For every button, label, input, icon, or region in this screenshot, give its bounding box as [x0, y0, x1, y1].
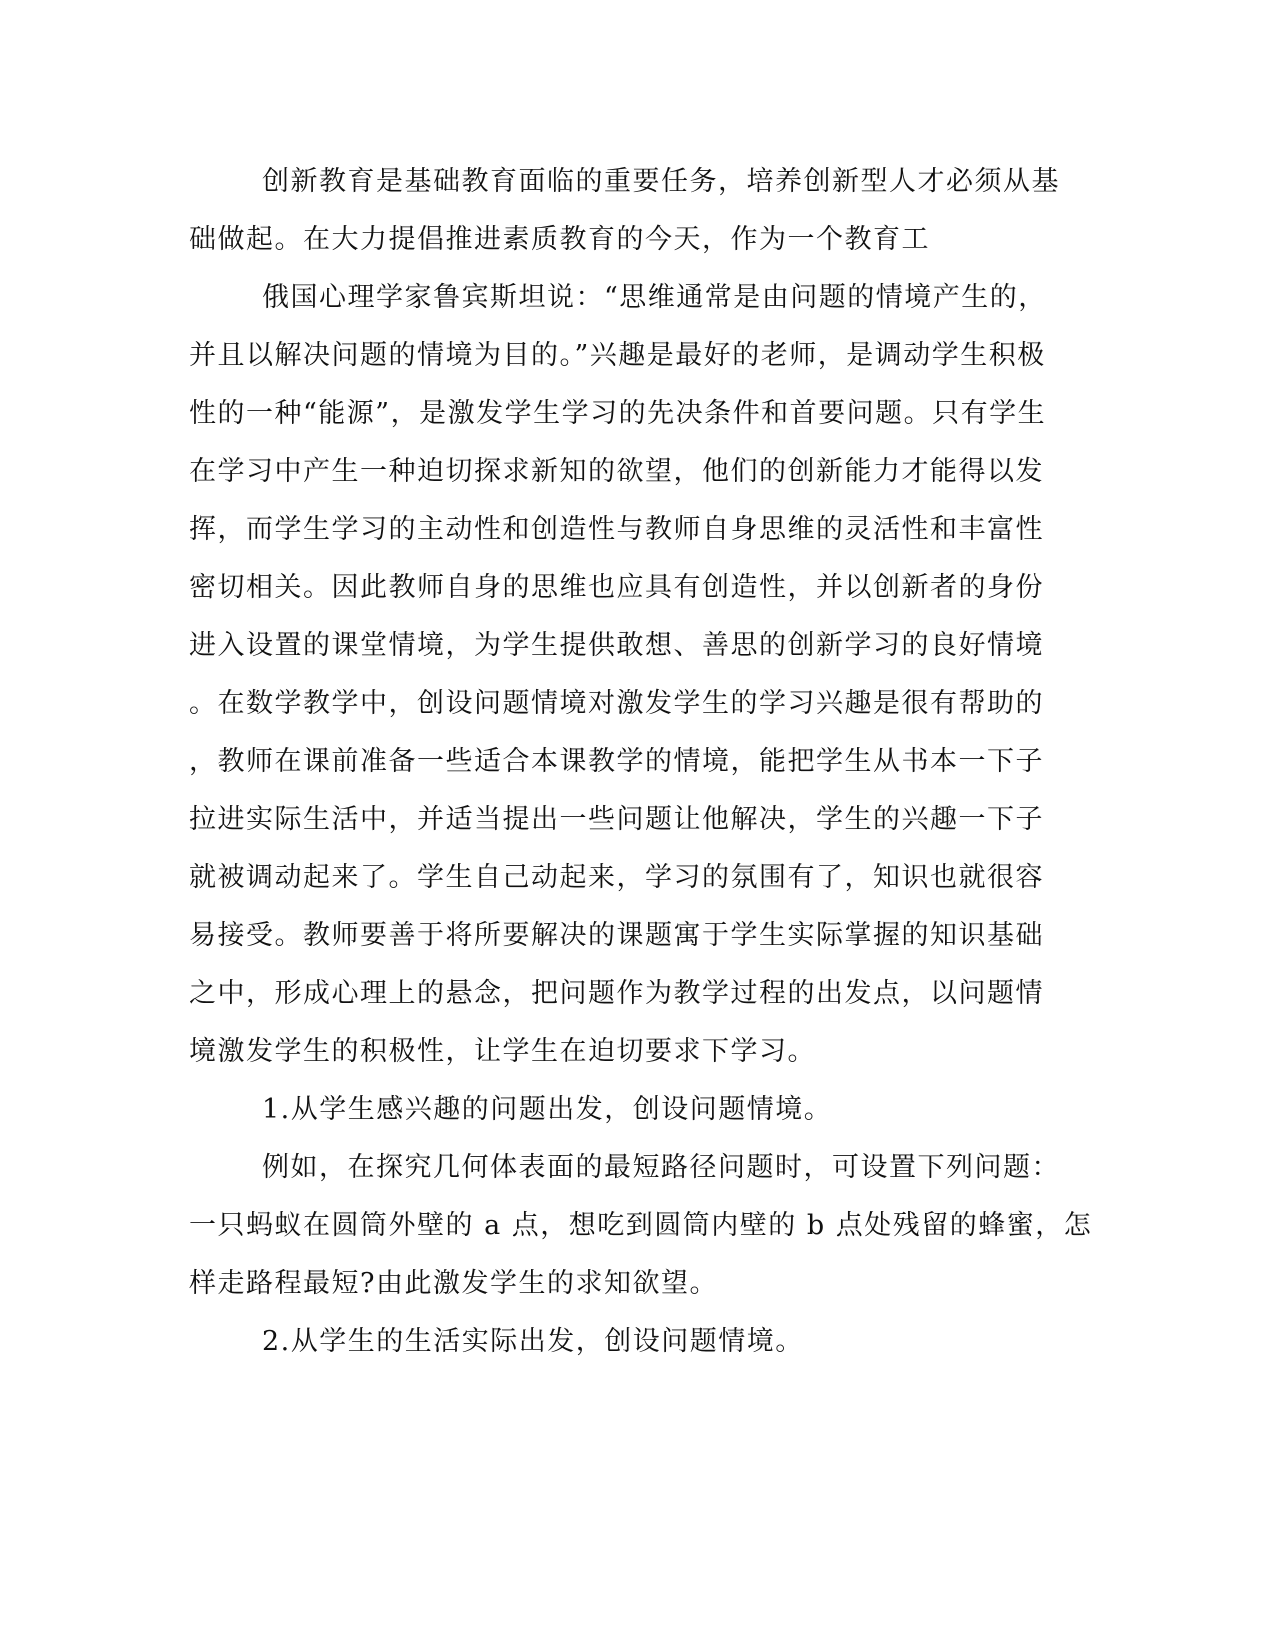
text-line: 2.从学生的生活实际出发，创设问题情境。 — [262, 1326, 804, 1357]
text-line: 拉进实际生活中，并适当提出一些问题让他解决，学生的兴趣一下子 — [189, 804, 1044, 835]
text-line: 俄国心理学家鲁宾斯坦说：“思维通常是由问题的情境产生的， — [262, 282, 1047, 313]
text-line: 例如，在探究几何体表面的最短路径问题时，可设置下列问题： — [262, 1152, 1060, 1183]
text-line: 创新教育是基础教育面临的重要任务，培养创新型人才必须从基 — [262, 166, 1060, 197]
text-line: 样走路程最短?由此激发学生的求知欲望。 — [189, 1268, 718, 1299]
text-line: 之中，形成心理上的悬念，把问题作为教学过程的出发点，以问题情 — [189, 978, 1044, 1009]
text-line: 1.从学生感兴趣的问题出发，创设问题情境。 — [262, 1094, 833, 1125]
text-line: 一只蚂蚁在圆筒外壁的 a 点，想吃到圆筒内壁的 b 点处残留的蜂蜜，怎 — [189, 1210, 1093, 1241]
text-line: 境激发学生的积极性，让学生在迫切要求下学习。 — [189, 1036, 816, 1067]
text-line: 密切相关。因此教师自身的思维也应具有创造性，并以创新者的身份 — [189, 572, 1044, 603]
text-line: 挥，而学生学习的主动性和创造性与教师自身思维的灵活性和丰富性 — [189, 514, 1044, 545]
text-line: 。在数学教学中，创设问题情境对激发学生的学习兴趣是很有帮助的 — [189, 688, 1044, 719]
text-line: 性的一种“能源”，是激发学生学习的先决条件和首要问题。只有学生 — [189, 398, 1047, 429]
text-line: ，教师在课前准备一些适合本课教学的情境，能把学生从书本一下子 — [189, 746, 1044, 777]
text-line: 易接受。教师要善于将所要解决的课题寓于学生实际掌握的知识基础 — [189, 920, 1044, 951]
text-line: 在学习中产生一种迫切探求新知的欲望，他们的创新能力才能得以发 — [189, 456, 1044, 487]
text-line: 并且以解决问题的情境为目的。”兴趣是最好的老师，是调动学生积极 — [189, 340, 1046, 371]
text-line: 进入设置的课堂情境，为学生提供敢想、善思的创新学习的良好情境 — [189, 630, 1044, 661]
text-line: 础做起。在大力提倡推进素质教育的今天，作为一个教育工 — [189, 224, 930, 255]
text-line: 就被调动起来了。学生自己动起来，学习的氛围有了，知识也就很容 — [189, 862, 1044, 893]
